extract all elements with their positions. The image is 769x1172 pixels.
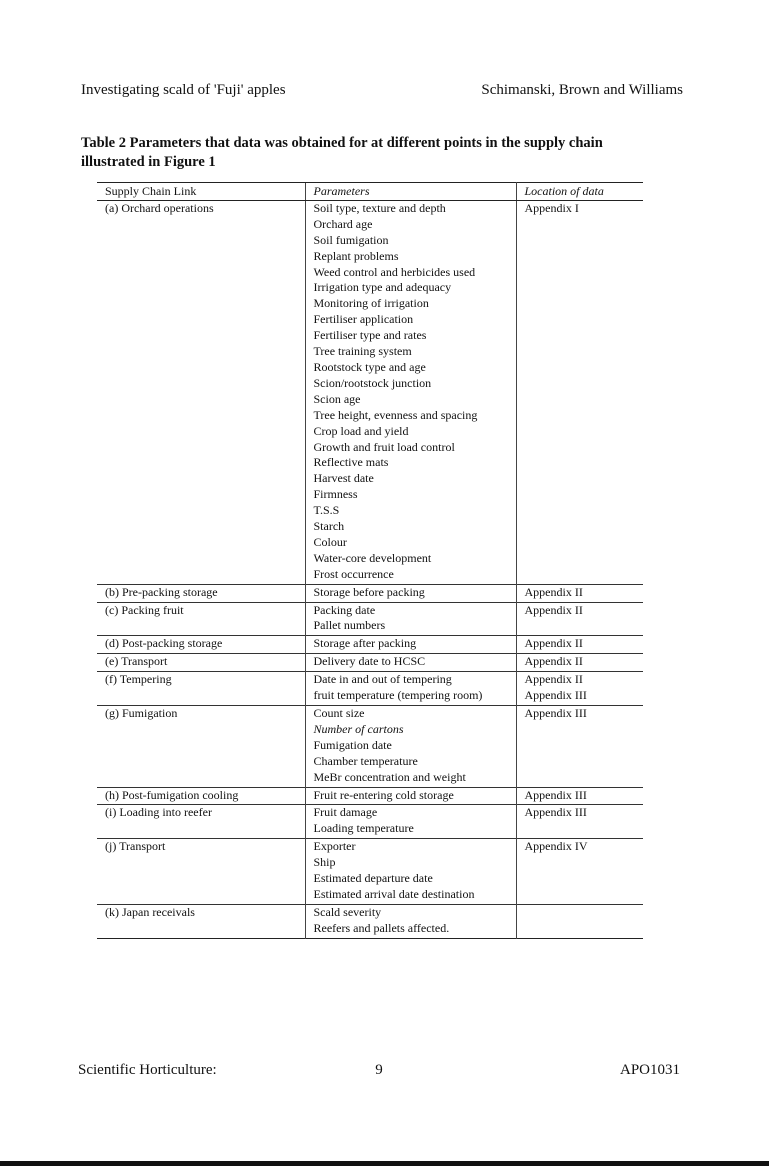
parameters-cell — [305, 584, 516, 602]
parameter-item: Chamber temperature — [313, 753, 418, 768]
location-item: Appendix III — [524, 787, 587, 802]
footer-journal: Scientific Horticulture: — [78, 1062, 217, 1078]
supply-chain-link-cell: (g) Fumigation — [97, 706, 305, 788]
parameter-item: Colour — [313, 534, 347, 549]
parameter-item: Crop load and yield — [313, 423, 409, 438]
page-footer — [78, 1062, 680, 1079]
parameter-item: Firmness — [313, 487, 358, 502]
parameter-item: MeBr concentration and weight — [313, 769, 466, 784]
supply-chain-link-cell: (e) Transport — [97, 654, 305, 672]
parameter-item: Fruit re-entering cold storage — [313, 787, 454, 802]
supply-chain-link-cell: (k) Japan receivals — [97, 904, 305, 938]
location-item: Appendix II — [524, 654, 583, 669]
location-item: Appendix II — [524, 584, 583, 599]
location-cell — [516, 672, 643, 706]
supply-chain-link-cell: (d) Post-packing storage — [97, 636, 305, 654]
supply-chain-link-cell: (h) Post-fumigation cooling — [97, 787, 305, 805]
supply-chain-link-cell: (a) Orchard operations — [105, 200, 214, 215]
parameter-item: Monitoring of irrigation — [313, 296, 429, 311]
table-row — [97, 839, 643, 905]
location-cell — [516, 805, 643, 839]
supply-chain-link-cell: (i) Loading into reefer — [97, 805, 305, 839]
table-row — [97, 805, 643, 839]
table-caption: Table 2 Parameters that data was obtained for at different points in the supply chain illustrated in Figure 1 — [81, 135, 603, 170]
parameter-item: Estimated departure date — [313, 871, 433, 886]
parameter-item: Growth and fruit load control — [313, 439, 455, 454]
table-row — [97, 584, 643, 602]
parameter-item: Packing date — [313, 602, 376, 617]
parameter-item: Water-core development — [313, 550, 432, 565]
parameter-item: Weed control and herbicides used — [313, 264, 476, 279]
supply-chain-link-cell: (b) Pre-packing storage — [97, 584, 305, 602]
parameters-cell — [305, 904, 516, 938]
table-row — [97, 602, 643, 636]
parameters-cell — [305, 839, 516, 905]
parameter-item: Ship — [313, 855, 336, 870]
table-row — [97, 654, 643, 672]
location-item: Appendix II — [524, 672, 583, 687]
parameter-item: Tree height, evenness and spacing — [313, 407, 478, 422]
location-cell — [516, 636, 643, 654]
parameters-cell — [305, 787, 516, 805]
table-row — [97, 200, 643, 584]
parameters-cell — [305, 672, 516, 706]
location-cell — [516, 839, 643, 905]
location-cell — [516, 787, 643, 805]
location-cell — [516, 602, 643, 636]
parameter-item: Orchard age — [313, 216, 373, 231]
parameter-item: Starch — [313, 519, 345, 534]
parameter-item: Storage after packing — [313, 636, 417, 651]
column-header-parameters: Parameters — [305, 183, 516, 201]
column-header-link: Supply Chain Link — [97, 183, 305, 201]
parameters-cell — [305, 805, 516, 839]
parameter-item: Soil fumigation — [313, 232, 389, 247]
parameter-item: Fumigation date — [313, 737, 392, 752]
column-header-location: Location of data — [516, 183, 643, 201]
parameter-item: Fertiliser application — [313, 312, 414, 327]
location-item: Appendix I — [524, 200, 579, 215]
page-number: 9 — [375, 1062, 383, 1078]
supply-chain-link-cell: (j) Transport — [97, 839, 305, 905]
supply-chain-link-cell: (f) Tempering — [97, 672, 305, 706]
parameters-cell — [305, 636, 516, 654]
table-header-row — [97, 183, 643, 201]
parameter-item: Pallet numbers — [313, 618, 386, 633]
parameter-item: Fertiliser type and rates — [313, 328, 427, 343]
location-cell — [516, 654, 643, 672]
parameter-item: Number of cartons — [313, 721, 404, 736]
parameter-item: Tree training system — [313, 344, 412, 359]
location-cell — [516, 200, 643, 584]
running-authors: Schimanski, Brown and Williams — [481, 82, 683, 98]
table-row — [97, 706, 643, 788]
location-cell — [516, 904, 643, 938]
parameter-item: Scion/rootstock junction — [313, 375, 432, 390]
parameter-item: Rootstock type and age — [313, 359, 426, 374]
parameter-item: Exporter — [313, 839, 356, 854]
parameter-item: Estimated arrival date destination — [313, 886, 475, 901]
parameter-item: Storage before packing — [313, 584, 425, 599]
parameter-item: Fruit damage — [313, 805, 378, 820]
parameter-item: Irrigation type and adequacy — [313, 280, 452, 295]
table-row — [97, 787, 643, 805]
scan-edge-bar — [0, 1161, 769, 1166]
parameter-item: Reefers and pallets affected. — [313, 920, 450, 935]
parameters-cell — [305, 602, 516, 636]
location-item: Appendix III — [524, 805, 587, 820]
parameter-item: Scion age — [313, 391, 361, 406]
parameters-cell — [305, 706, 516, 788]
location-item: Appendix II — [524, 602, 583, 617]
parameter-item: Delivery date to HCSC — [313, 654, 426, 669]
table-row — [97, 636, 643, 654]
parameter-item: Soil type, texture and depth — [313, 200, 446, 215]
parameter-item: Date in and out of tempering — [313, 672, 452, 687]
running-title: Investigating scald of 'Fuji' apples — [81, 82, 286, 98]
parameters-cell — [305, 200, 516, 584]
parameter-item: Replant problems — [313, 248, 399, 263]
parameter-item: fruit temperature (tempering room) — [313, 688, 483, 703]
parameter-item: Frost occurrence — [313, 566, 394, 581]
parameter-item: Loading temperature — [313, 821, 414, 836]
location-item: Appendix IV — [524, 839, 588, 854]
location-cell — [516, 584, 643, 602]
parameter-item: Harvest date — [313, 471, 374, 486]
parameter-item: Reflective mats — [313, 455, 389, 470]
location-item: Appendix III — [524, 688, 587, 703]
supply-chain-link-cell: (c) Packing fruit — [97, 602, 305, 636]
parameter-item: Scald severity — [313, 904, 382, 919]
location-item: Appendix II — [524, 636, 583, 651]
parameters-table — [97, 182, 643, 939]
location-item: Appendix III — [524, 706, 587, 720]
parameters-cell — [305, 654, 516, 672]
parameter-item: T.S.S — [313, 503, 340, 518]
table-body — [97, 200, 643, 938]
table-row — [97, 672, 643, 706]
location-cell — [516, 706, 643, 788]
table-row — [97, 904, 643, 938]
parameter-item: Count size — [313, 706, 365, 720]
footer-code: APO1031 — [620, 1062, 681, 1078]
running-header — [81, 82, 683, 99]
